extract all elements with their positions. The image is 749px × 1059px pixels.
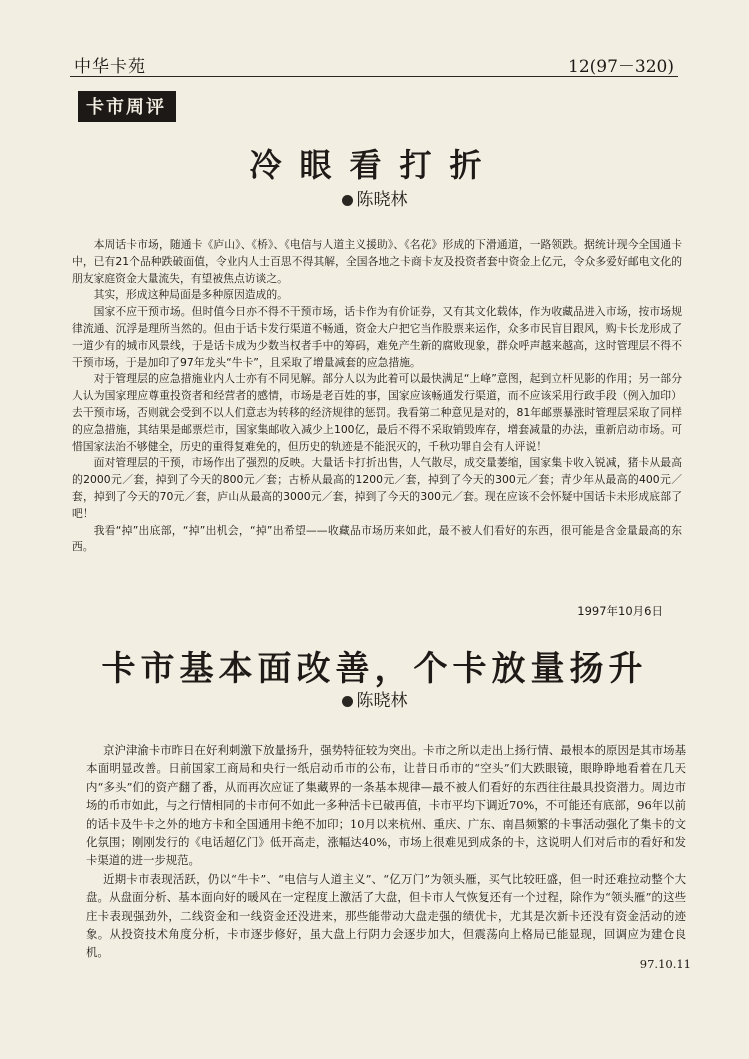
article2-body: [86, 741, 686, 962]
column-tag: 卡市周评: [78, 91, 176, 122]
bullet-icon: [342, 195, 353, 206]
header-rule: [70, 76, 678, 77]
article1-date: 1997年10月6日: [577, 604, 663, 618]
article2-date: 97.10.11: [639, 957, 691, 971]
article1-paragraph: 对于管理层的应急措施业内人士亦有不同见解。部分人以为此着可以最快满足“上峰”意图，起到立杆见影的作用；另一部分人认为国家理应尊重投资者和经营者的感情，市场是老百姓的事，国家应该畅通发行渠道，而不应该采用行政手段（例入加印）去干预市场，否则就会受到不以人们意志为转移的经济规律的惩罚。我看第二种意见是对的，81年邮票暴涨时管理层采取了同样的应急措施，其结果是邮票烂市，国家集邮收入减少上100亿，最后不得不采取销毁库存，增套减量的办法，重新启动市场。可惜国家法治不够健全，历史的重得复难免的，但历史的轨迹是不能泯灭的，千秋功罪自会有人评说！: [72, 372, 682, 453]
article2-author: 陈晓林: [356, 691, 408, 711]
article1-title: 冷眼看打折: [249, 146, 500, 184]
article2-paragraph: 近期卡市表现活跃，仍以“牛卡”、“电信与人道主义”、“亿万门”为领头雁，买气比较旺盛，但一时还难拉动整个大盘。从盘面分析、基本面向好的暖风在一定程度上激活了大盘，但卡市人气恢复还有一个过程，除作为“领头雁”的这些庄卡表现强劲外，二线资金和一线资金还没进来，那些能带动大盘走强的绩优卡，尤其是次新卡还没有资金活动的迹象。从投资技术角度分析，卡市逐步修好，虽大盘上行阴力会逐步加大，但震荡向上格局已能显现，回调应为建仓良机。: [86, 871, 686, 960]
article1-paragraph: 面对管理层的干预，市场作出了强烈的反映。大量话卡打折出售，人气散尽，成交量萎缩，国家集卡收入锐减，猪卡从最高的2000元／套，掉到了今天的800元／套；古桥从最高的1200元／套，掉到了今天的300元／套；青少年从最高的400元／套，掉到了今天的70元／套，庐山从最高的3000元／套，掉到了今天的300元／套。现在应该不会怀疑中国话卡未形成底部了吧！: [72, 456, 682, 520]
article1-paragraph: 我看“掉”出底部，“掉”出机会，“掉”出希望——收藏品市场历来如此，最不被人们看好的东西，很可能是含金量最高的东西。: [72, 523, 682, 554]
running-head: [74, 52, 674, 78]
issue-number: 12(97－320): [568, 57, 674, 77]
article1-author: 陈晓林: [356, 190, 408, 210]
article1-paragraph: 国家不应干预市场。但时值今日亦不得不干预市场，话卡作为有价证券，又有其文化载体，作为收藏品进入市场，按市场规律流通、沉浮是理所当然的。但由于话卡发行渠道不畅通，资金大户把它当作股票来运作，众多市民盲目跟风，购卡长龙形成了一道少有的城市风景线，于是话卡成为少数当权者手中的筹码，难免产生新的腐败现象，群众呼声越来越高，这时管理层不得不干预市场，于是加印了97年龙头“牛卡”，且采取了增量减套的应急措施。: [72, 305, 682, 369]
article2-title: 卡市基本面改善，个卡放量扬升: [101, 649, 648, 689]
article1-byline: [0, 185, 749, 210]
magazine-name: 中华卡苑: [74, 57, 146, 77]
article1-body: [72, 237, 682, 556]
article1-paragraph: 本周话卡市场，随通卡《庐山》、《桥》、《电信与人道主义援助》、《名花》形成的下滑通道，一路领跌。据统计现今全国通卡中，已有21个品种跌破面值，令业内人士百思不得其解，全国各地之卡商卡友及投资者套中资金上亿元，令众多爱好邮电文化的朋友家庭资金大量流失，有望被焦点访谈之。: [72, 238, 682, 285]
article2-paragraph: 京沪津渝卡市昨日在好利刺激下放量扬升，强势特征较为突出。卡市之所以走出上扬行情、最根本的原因是其市场基本面明显改善。日前国家工商局和央行一纸启动币市的公布，让昔日币市的“空头”们大跌眼镜，眼睁睁地看着在几天内“多头”们的资产翻了番，从而再次应证了集藏界的一条基本规律—最不被人们看好的东西往往最具投资潜力。周边市场的币市如此，与之行情相同的卡市何不如此一多种活卡已破再值，卡市平均下调近70%，不可能还有底部，96年以前的话卡及牛卡之外的地方卡和全国通用卡绝不加印；10月以来杭州、重庆、广东、南昌频繁的卡事活动强化了集卡的文化氛围；刚刚发行的《电话超亿门》低开高走，涨幅达40%，市场上很难见到成条的卡，这说明人们对后市的看好和发卡渠道的进一步规范。: [86, 743, 686, 868]
article1-paragraph: 其实，形成这种局面是多种原因造成的。: [93, 288, 288, 302]
bullet-icon: [342, 696, 353, 707]
article2-byline: [0, 686, 749, 711]
